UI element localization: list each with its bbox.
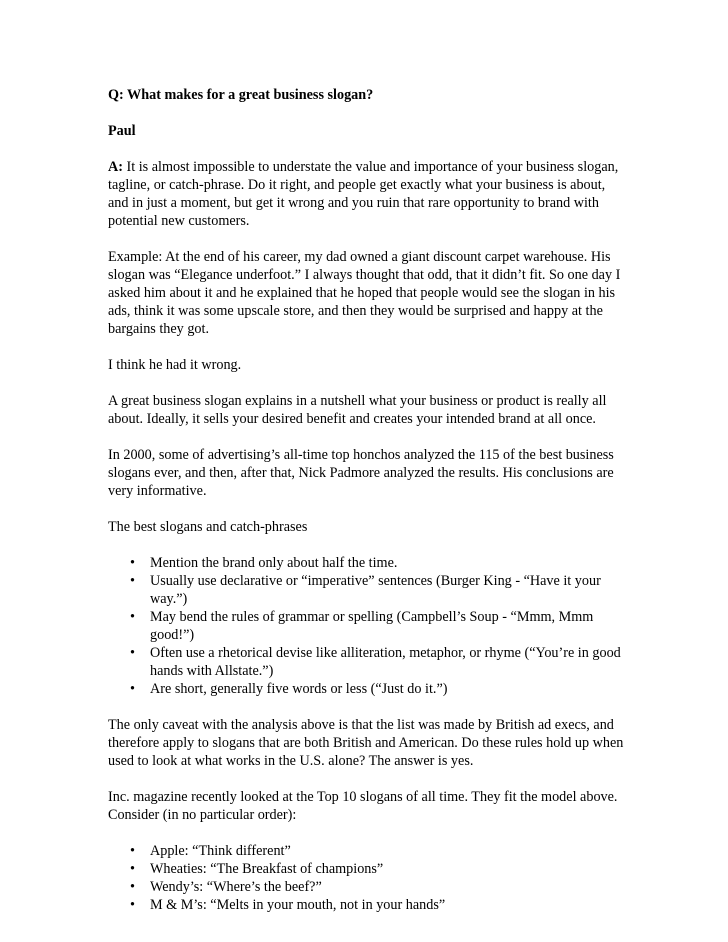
answer-text: It is almost impossible to understate the value and importance of your business slogan, tagline, or catch-phrase. Do it right, and people get exactly what your business is about, and in just a moment, but get it wrong and you ruin that rare opportunity to brand with potential new customers.: [108, 159, 619, 229]
analysis-paragraph: In 2000, some of advertising’s all-time top honchos analyzed the 115 of the best business slogans ever, and then, after that, Nick Padmore analyzed the results. His conclusions are very informative.: [108, 447, 614, 499]
bullet-icon: •: [130, 879, 135, 895]
answer-paragraph: [108, 158, 624, 230]
inc-paragraph: Inc. magazine recently looked at the Top 10 slogans of all time. They fit the model above. Consider (in no particular order):: [108, 789, 618, 823]
best-slogans-list: [108, 554, 624, 698]
bullet-icon: •: [130, 645, 135, 661]
caveat-paragraph: The only caveat with the analysis above is that the list was made by British ad execs, and therefore apply to slogans that are both British and American. Do these rules hold up when used to look at what works in the U.S. alone? The answer is yes.: [108, 717, 624, 769]
wrong-paragraph: I think he had it wrong.: [108, 357, 242, 373]
list-item: • Are short, generally five words or less (“Just do it.”): [130, 681, 448, 697]
bullet-icon: •: [130, 897, 135, 913]
bullet-icon: •: [130, 573, 135, 589]
answer-label: A:: [108, 159, 123, 175]
bullet-icon: •: [130, 861, 135, 877]
example-paragraph: Example: At the end of his career, my dad owned a giant discount carpet warehouse. His slogan was “Elegance underfoot.” I always thought that odd, that it didn’t fit. So one day I asked him about it and he explained that he hoped that people would see the slogan in his ads, think it was some upscale store, and then they would be surprised and happy at the bargains they got.: [108, 249, 621, 337]
list-item: • Wheaties: “The Breakfast of champions”: [130, 861, 384, 877]
best-slogans-heading: The best slogans and catch-phrases: [108, 519, 308, 535]
list-item: • Apple: “Think different”: [130, 843, 291, 859]
list-item: • Often use a rhetorical devise like alliteration, metaphor, or rhyme (“You’re in good hands with Allstate.”): [130, 645, 621, 679]
bullet-icon: •: [130, 843, 135, 859]
document-page: [108, 86, 624, 932]
great-slogan-paragraph: A great business slogan explains in a nutshell what your business or product is really all about. Ideally, it sells your desired benefit and creates your intended brand at all once.: [108, 393, 607, 427]
list-item: • M & M’s: “Melts in your mouth, not in your hands”: [130, 897, 446, 913]
bullet-icon: •: [130, 555, 135, 571]
list-item: • May bend the rules of grammar or spelling (Campbell’s Soup - “Mmm, Mmm good!”): [130, 609, 594, 643]
list-item: • Wendy’s: “Where’s the beef?”: [130, 879, 322, 895]
author-name: Paul: [108, 123, 136, 139]
list-item: • Usually use declarative or “imperative” sentences (Burger King - “Have it your way.”): [130, 573, 601, 607]
list-item: • Mention the brand only about half the time.: [130, 555, 398, 571]
bullet-icon: •: [130, 609, 135, 625]
bullet-icon: •: [130, 681, 135, 697]
top-slogans-list: [108, 842, 624, 914]
question-heading: Q: What makes for a great business slogan?: [108, 87, 374, 103]
